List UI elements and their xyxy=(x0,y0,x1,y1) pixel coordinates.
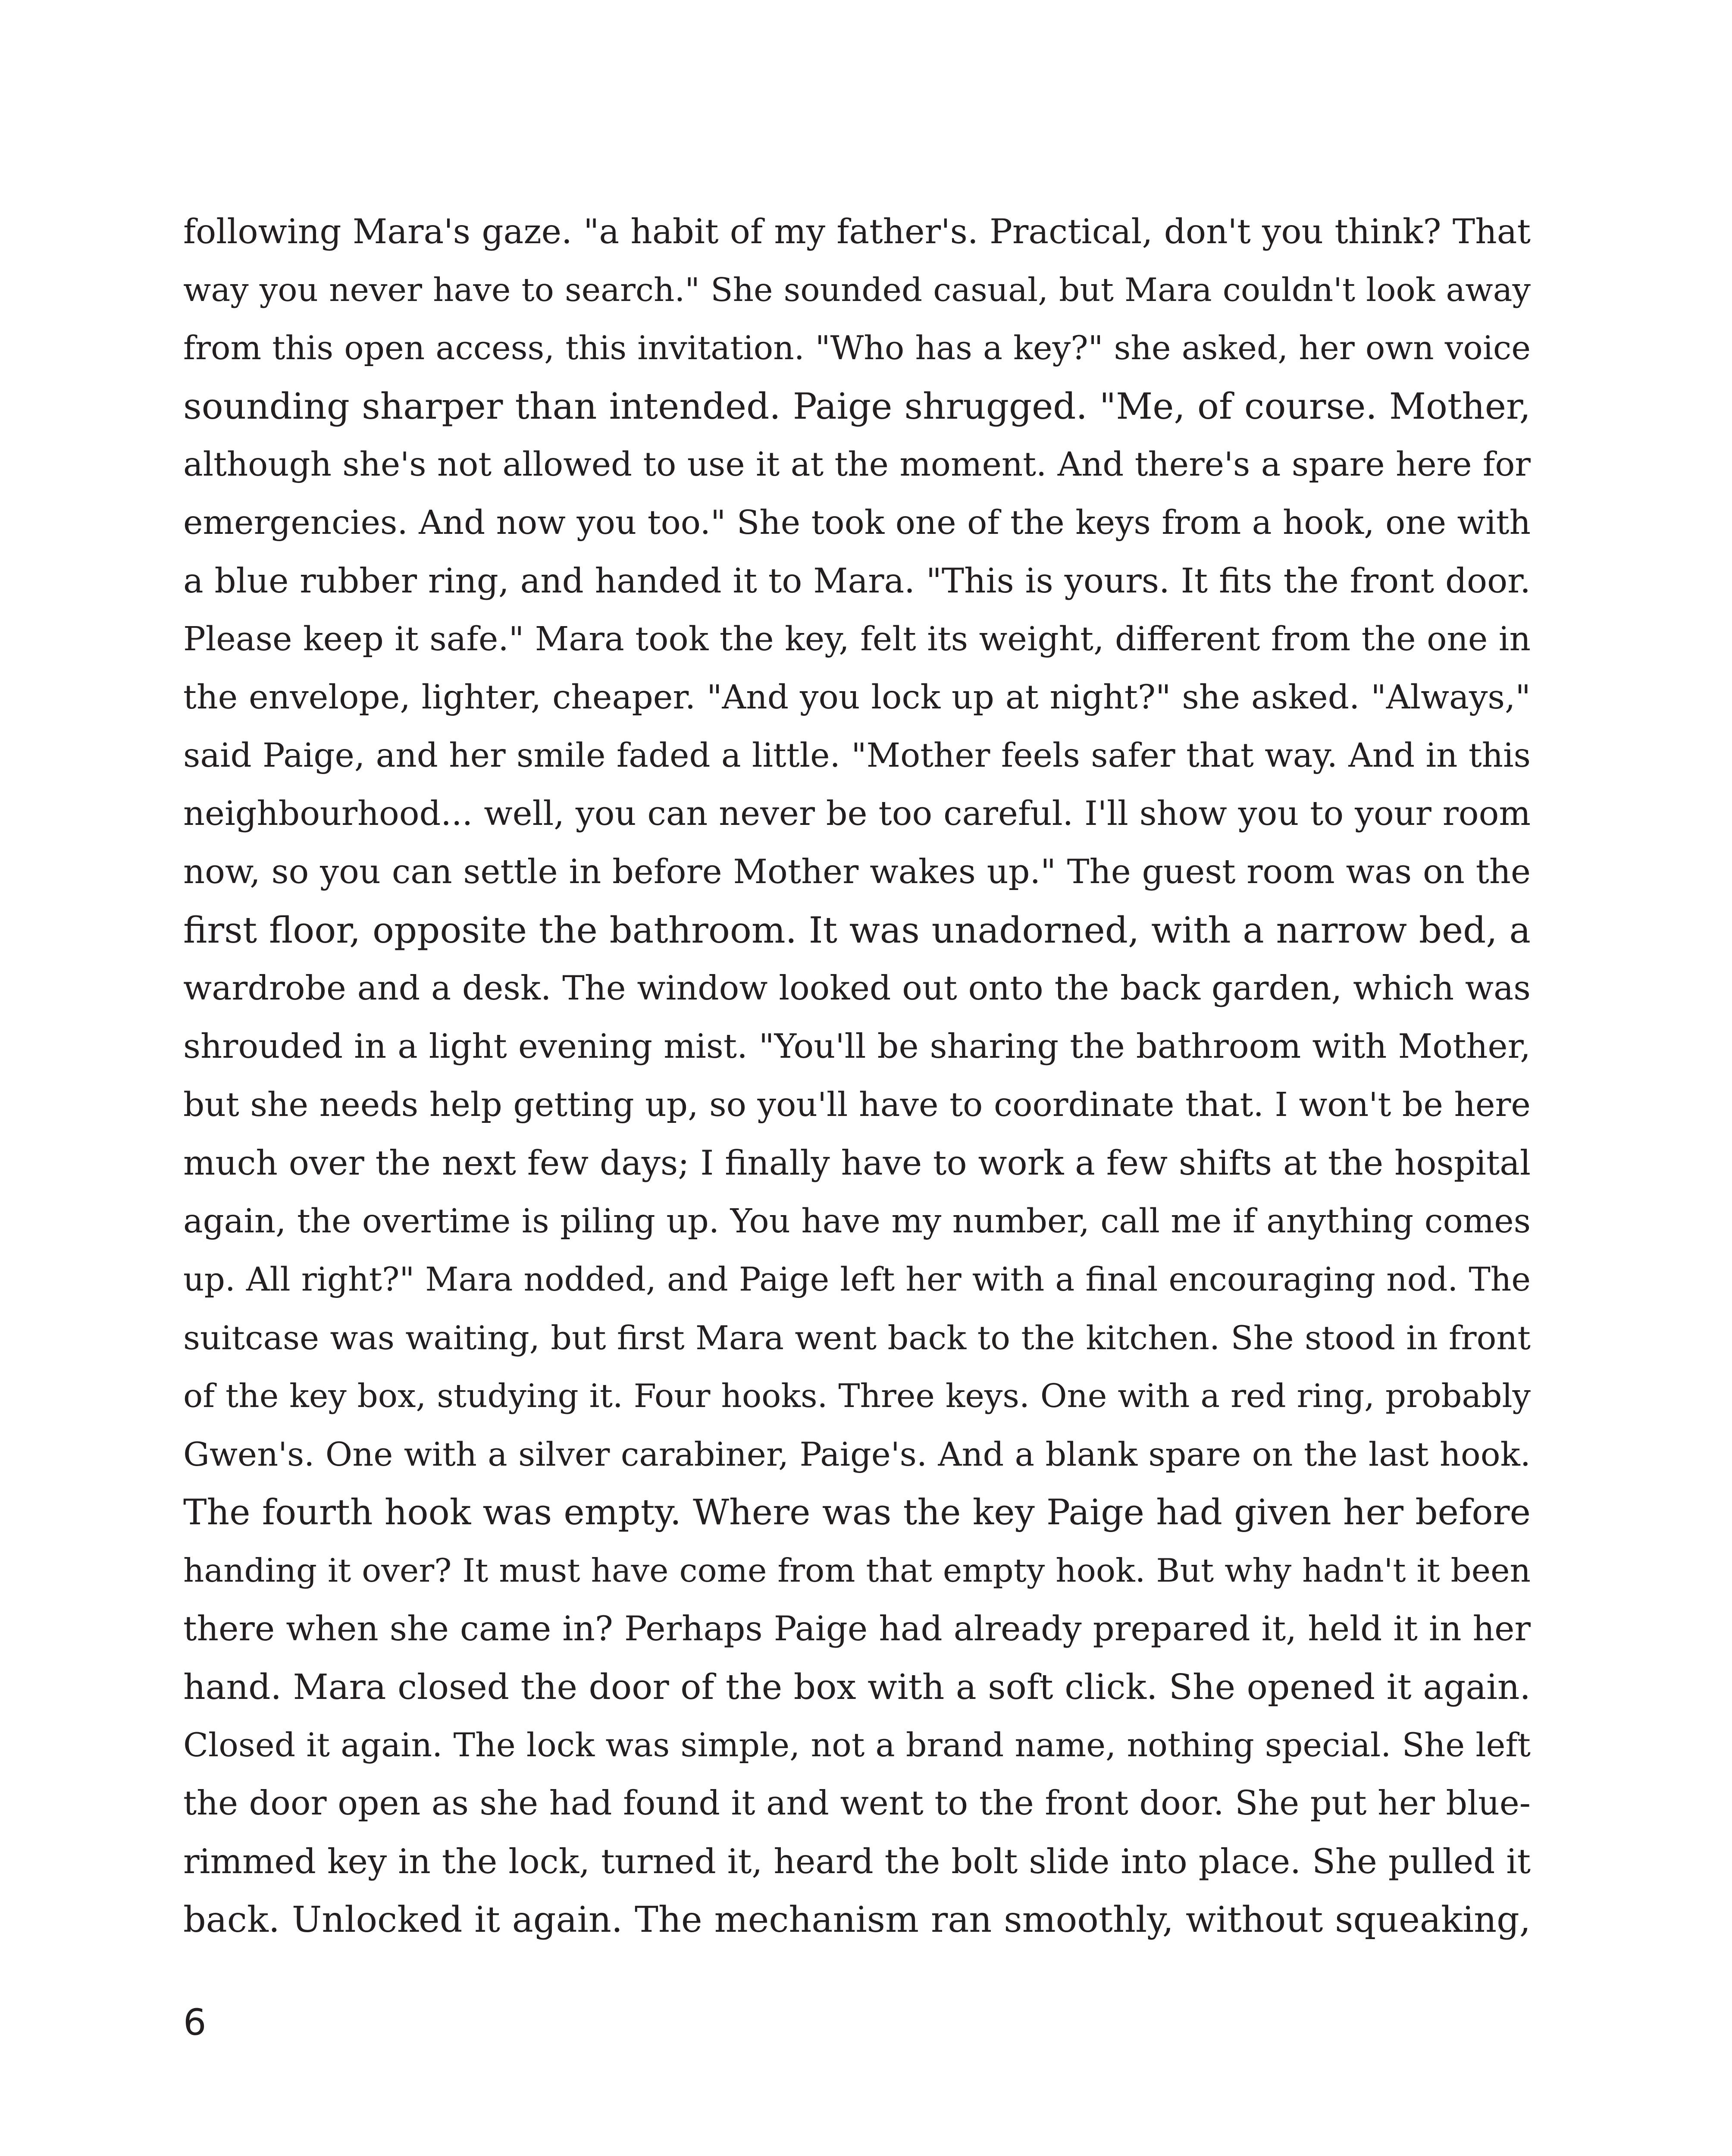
text-line: now, so you can settle in before Mother wakes up." The guest room was on the xyxy=(183,852,1531,891)
text-line: there when she came in? Perhaps Paige had already prepared it, held it in her xyxy=(183,1609,1531,1648)
text-line: much over the next few days; I finally have to work a few shifts at the hospital xyxy=(183,1144,1531,1183)
text-line: from this open access, this invitation. "Who has a key?" she asked, her own voice xyxy=(183,329,1531,367)
text-line: emergencies. And now you too." She took one of the keys from a hook, one with xyxy=(183,504,1531,542)
text-line: rimmed key in the lock, turned it, heard the bolt slide into place. She pulled it xyxy=(183,1842,1531,1881)
text-line: wardrobe and a desk. The window looked out onto the back garden, which was xyxy=(183,969,1531,1008)
text-line: neighbourhood... well, you can never be too careful. I'll show you to your room xyxy=(183,794,1531,833)
text-line: sounding sharper than intended. Paige shrugged. "Me, of course. Mother, xyxy=(183,385,1531,427)
text-line: a blue rubber ring, and handed it to Mara. "This is yours. It fits the front door. xyxy=(183,561,1531,601)
text-line: but she needs help getting up, so you'll have to coordinate that. I won't be here xyxy=(183,1086,1531,1124)
text-line: handing it over? It must have come from that empty hook. But why hadn't it been xyxy=(183,1551,1531,1589)
text-line: suitcase was waiting, but first Mara went back to the kitchen. She stood in front xyxy=(183,1319,1531,1357)
text-line: the envelope, lighter, cheaper. "And you lock up at night?" she asked. "Always," xyxy=(183,678,1531,717)
text-line: shrouded in a light evening mist. "You'll be sharing the bathroom with Mother, xyxy=(183,1027,1531,1066)
page-number: 6 xyxy=(183,2001,207,2043)
text-line: of the key box, studying it. Four hooks. Three keys. One with a red ring, probably xyxy=(183,1377,1531,1415)
text-line: Closed it again. The lock was simple, not a brand name, nothing special. She left xyxy=(183,1726,1531,1764)
text-line: although she's not allowed to use it at the moment. And there's a spare here for xyxy=(183,445,1531,484)
text-line: hand. Mara closed the door of the box with a soft click. She opened it again. xyxy=(183,1667,1531,1707)
text-line: said Paige, and her smile faded a little. "Mother feels safer that way. And in this xyxy=(183,736,1531,775)
text-line: back. Unlocked it again. The mechanism ran smoothly, without squeaking, xyxy=(183,1899,1531,1940)
text-line: way you never have to search." She sounded casual, but Mara couldn't look away xyxy=(183,271,1531,309)
text-line: The fourth hook was empty. Where was the key Paige had given her before xyxy=(183,1492,1531,1533)
text-line: Please keep it safe." Mara took the key, felt its weight, different from the one in xyxy=(183,620,1531,658)
body-text xyxy=(183,203,1531,1949)
text-line: Gwen's. One with a silver carabiner, Paige's. And a blank spare on the last hook. xyxy=(183,1435,1531,1473)
text-line: up. All right?" Mara nodded, and Paige left her with a final encouraging nod. The xyxy=(183,1260,1531,1298)
text-line: again, the overtime is piling up. You have my number, call me if anything comes xyxy=(183,1202,1531,1241)
text-line: the door open as she had found it and went to the front door. She put her blue- xyxy=(183,1784,1531,1823)
text-line: first floor, opposite the bathroom. It was unadorned, with a narrow bed, a xyxy=(183,909,1531,951)
text-line: following Mara's gaze. "a habit of my father's. Practical, don't you think? That xyxy=(183,212,1531,251)
